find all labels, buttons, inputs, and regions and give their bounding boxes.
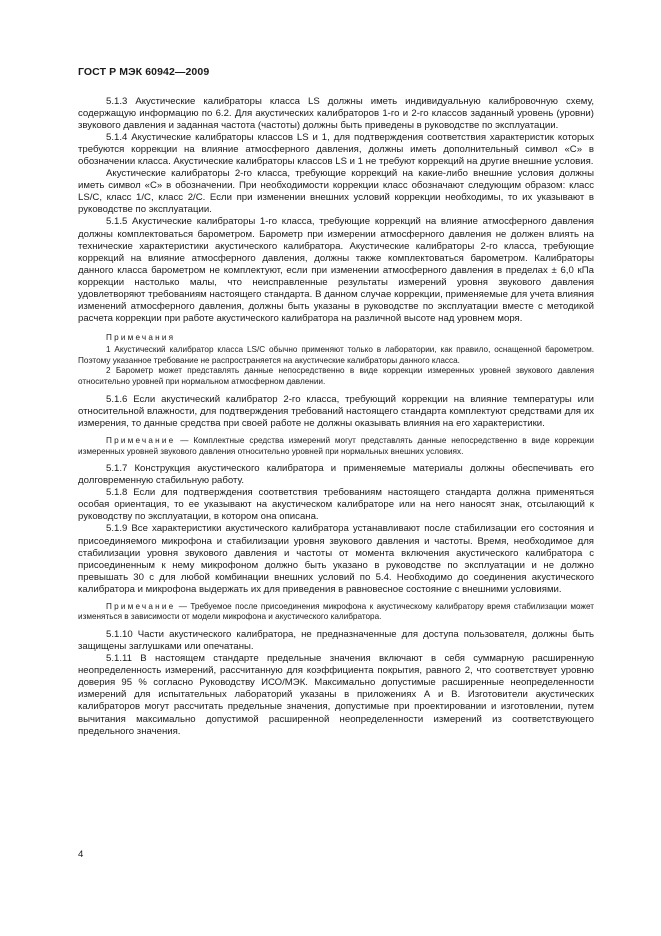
note-5-1-6	[78, 436, 594, 457]
paragraph-5-1-5: 5.1.5 Акустические калибраторы 1-го класса, требующие коррекций на влияние атмосферного давления должны комплектоваться барометром. Барометр при измерении атмосферного давления не должен влиять на технические характеристики акустического калибратора. Акустические калибраторы 2-го класса, требующие коррекций на влияние атмосферного давления, должны также комплектоваться барометром. Калибраторы данного класса барометром не комплектуют, если при изменении атмосферного давления в пределах ± 6,0 кПа коррекции настолько малы, что неисправленные результаты измерений уровня звукового давления удовлетворяют требованиям настоящего стандарта. В данном случае коррекции, применяемые для учета влияния изменений атмосферного давления, должны быть указаны в руководстве по эксплуатации вместе с методикой расчета коррекции при работе акустического калибратора на различной высоте над уровнем моря.	[78, 216, 594, 324]
paragraph-5-1-10: 5.1.10 Части акустического калибратора, не предназначенные для доступа пользователя, должны быть защищены заглушками или опечатаны.	[78, 629, 594, 653]
note-body: — Требуемое после присоединения микрофона к акустическому калибратору время стабилизации может изменяться в зависимости от модели микрофона и акустического калибратора.	[78, 601, 594, 622]
page-number: 4	[78, 849, 84, 860]
paragraph-5-1-9: 5.1.9 Все характеристики акустического калибратора устанавливают после стабилизации его состояния и присоединяемого микрофона и стабилизации уровня звукового давления и частоты. Время, необходимое для стабилизации уровня звукового давления и частоты от момента включения акустического калибратора с присоединенным к нему микрофоном должно быть указано в руководстве по эксплуатации и не должно превышать 30 с для любой комбинации внешних условий по 5.4. Необходимо до соединения акустического калибратора и микрофона выдержать их для приведения в равновесное состояние с внешними условиями.	[78, 523, 594, 595]
note-5-1-6-text	[78, 436, 594, 457]
paragraph-5-1-6: 5.1.6 Если акустический калибратор 2-го класса, требующий коррекции на влияние температуры или относительной влажности, для подтверждения требований настоящего стандарта комплектуют средствами для их измерения, то данные средства при своей работе не должны оказывать влияния на его характеристики.	[78, 393, 594, 429]
note-5-1-9	[78, 602, 594, 623]
paragraph-5-1-11: 5.1.11 В настоящем стандарте предельные значения включают в себя суммарную расширенную неопределенность измерений, рассчитанную для коэффициента покрытия, равного 2, что соответствует уровню доверия 95 % согласно Руководству ИСО/МЭК. Максимально допустимые расширенные неопределенности измерений для испытательных лабораторий указаны в приложениях А и В. Изготовители акустических калибраторов могут рассчитать предельные значения, допустимые при проектировании и изготовлении, путем вычитания максимально допустимой расширенной неопределенности измерений из соответствующего предельного значения.	[78, 653, 594, 737]
notes-5-1-5	[78, 332, 594, 388]
paragraph-5-1-7: 5.1.7 Конструкция акустического калибратора и применяемые материалы должны обеспечивать его долговременную стабильную работу.	[78, 463, 594, 487]
paragraph-5-1-3: 5.1.3 Акустические калибраторы класса LS должны иметь индивидуальную калибровочную схему, содержащую информацию по 6.2. Для акустических калибраторов 1-го и 2-го классов заданный уровень (уровни) звукового давления и заданная частота (частоты) должны быть приведены в руководстве по эксплуатации.	[78, 96, 594, 132]
document-header: ГОСТ Р МЭК 60942—2009	[78, 66, 210, 78]
paragraph-5-1-4-continued: Акустические калибраторы 2-го класса, требующие коррекций на какие-либо внешние условия должны иметь символ «С» в обозначении. При необходимости коррекции класс обозначают следующим образом: класс LS/C, класс 1/C, класс 2/C. Если при изменении внешних условий коррекции необходимы, то их указывают в руководстве по эксплуатации.	[78, 168, 594, 216]
note-body: — Комплектные средства измерений могут представлять данные непосредственно в виде коррекции измеренных уровней звукового давления относительно уровней при нормальных внешних условиях.	[78, 435, 594, 456]
document-body	[78, 96, 594, 738]
notes-title: Примечания	[106, 332, 176, 342]
note-2: 2 Барометр может представлять данные непосредственно в виде коррекции измеренных уровней звукового давления относительно уровней при нормальном атмосферном давлении.	[78, 366, 594, 386]
paragraph-5-1-4: 5.1.4 Акустические калибраторы классов LS и 1, для подтверждения соответствия характеристик которых требуются коррекции на влияние атмосферного давления, должны иметь дополнительный символ «С» в обозначении класса. Акустические калибраторы классов LS и 1 не требуют коррекций на другие внешние условия.	[78, 132, 594, 168]
paragraph-5-1-8: 5.1.8 Если для подтверждения соответствия требованиям настоящего стандарта должна применяться особая ориентация, то ее указывают на акустическом калибраторе или на него наносят знак, отсылающий к руководству по эксплуатации, в котором она описана.	[78, 487, 594, 523]
note-1: 1 Акустический калибратор класса LS/C обычно применяют только в лаборатории, как правило, оснащенной барометром. Поэтому указанное требование не распространяется на акустические калибраторы данного класса.	[78, 344, 594, 365]
note-5-1-9-text	[78, 602, 594, 623]
note-label: Примечание	[106, 435, 176, 445]
note-label: Примечание	[106, 601, 176, 611]
